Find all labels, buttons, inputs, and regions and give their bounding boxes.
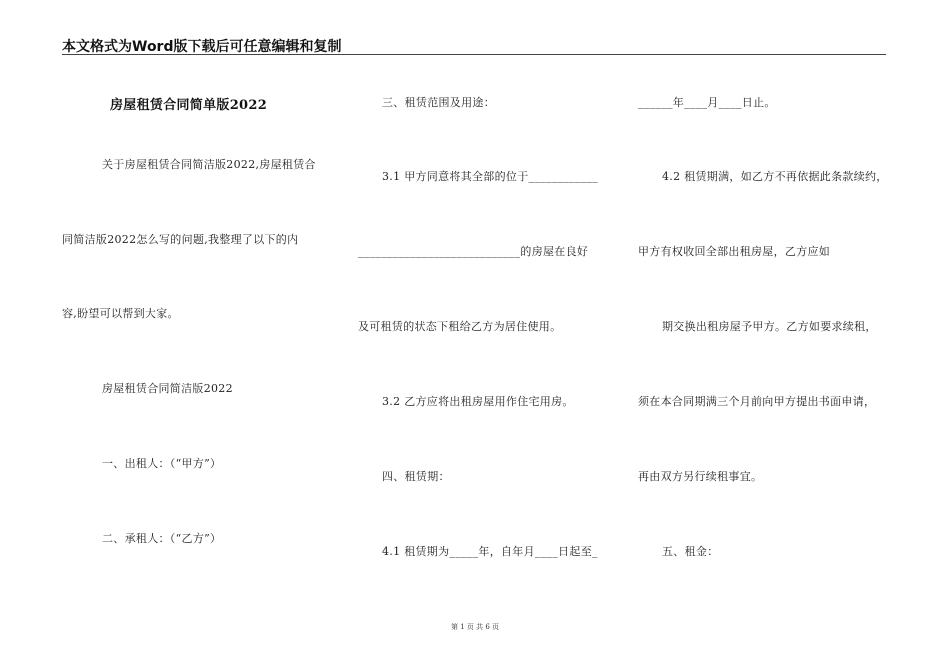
col1-line-3: 容,盼望可以帮到大家。 (62, 307, 179, 320)
col3-line-4: 期交换出租房屋予甲方。乙方如要求续租， (662, 320, 877, 333)
header-title: 本文格式为Word版下载后可任意编辑和复制 (62, 39, 342, 55)
col2-line-3: ____________________________的房屋在良好 (358, 245, 589, 258)
col2-line-7: 4.1 租赁期为_____年，自年月____日起至_ (382, 545, 598, 558)
col3-line-2: 4.2 租赁期满，如乙方不再依据此条款续约， (662, 170, 888, 183)
col1-line-2: 同简洁版2022怎么写的问题,我整理了以下的内 (62, 233, 299, 246)
page-footer: 第 1 页 共 6 页 (450, 623, 500, 631)
col2-line-2: 3.1 甲方同意将其全部的位于____________ (382, 170, 599, 183)
col3-line-5: 须在本合同期满三个月前向甲方提出书面申请， (638, 395, 876, 408)
col1-line-6: 二、承租人：（“乙方”） (102, 532, 222, 545)
col3-line-1: ______年____月____日止。 (638, 96, 776, 109)
col2-line-4: 及可租赁的状态下租给乙方为居住使用。 (358, 320, 562, 333)
col1-line-5: 一、出租人：（“甲方”） (102, 457, 222, 470)
col1-line-1: 关于房屋租赁合同简洁版2022,房屋租赁合 (102, 158, 316, 171)
col3-line-6: 再由双方另行续租事宜。 (638, 470, 763, 483)
col2-line-1: 三、租赁范围及用途： (382, 96, 495, 109)
col2-line-5: 3.2 乙方应将出租房屋用作住宅用房。 (382, 395, 574, 408)
col2-line-6: 四、租赁期： (382, 470, 450, 483)
col3-line-7: 五、租金： (662, 545, 719, 558)
document-title: 房屋租赁合同简单版2022 (110, 98, 268, 113)
page-header (62, 34, 886, 55)
col1-line-4: 房屋租赁合同简洁版2022 (102, 382, 233, 395)
col3-line-3: 甲方有权收回全部出租房屋，乙方应如 (638, 245, 831, 258)
